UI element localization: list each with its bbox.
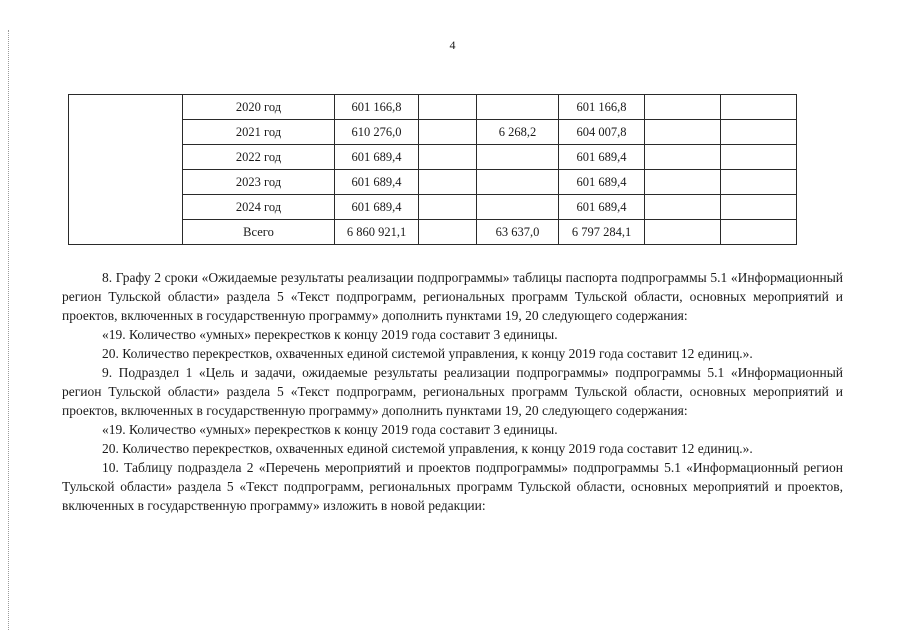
paragraph-item-19: «19. Количество «умных» перекрестков к концу 2019 года составит 3 единицы. xyxy=(102,327,558,342)
cell-total: 601 166,8 xyxy=(335,95,419,120)
paragraph-item-9: 9. Подраздел 1 «Цель и задачи, ожидаемые результаты реализации подпрограммы» подпрограммы 5.1 «Информационный регион Тульской области» раздела 5 «Текст подпрограмм, региональных программ Тульской области, основных мероприятий и проектов, включенных в государственную программу» дополнить пунктами 19, 20 следующего содержания: xyxy=(62,365,843,418)
cell-col4: 63 637,0 xyxy=(477,220,559,245)
cell-col3 xyxy=(419,170,477,195)
cell-total: 601 689,4 xyxy=(335,170,419,195)
cell-col3 xyxy=(419,145,477,170)
paragraph-item-8: 8. Графу 2 сроки «Ожидаемые результаты реализации подпрограммы» таблицы паспорта подпрограммы 5.1 «Информационный регион Тульской области» раздела 5 «Текст подпрограмм, региональных программ Тульской области, основных мероприятий и проектов, включенных в государственную программу» дополнить пунктами 19, 20 следующего содержания: xyxy=(62,270,843,323)
cell-col7 xyxy=(721,95,797,120)
cell-col3 xyxy=(419,220,477,245)
cell-col6 xyxy=(645,95,721,120)
cell-col7 xyxy=(721,195,797,220)
financing-table xyxy=(68,94,797,245)
cell-period: 2021 год xyxy=(183,120,335,145)
cell-col6 xyxy=(645,170,721,195)
cell-total: 610 276,0 xyxy=(335,120,419,145)
cell-col6 xyxy=(645,220,721,245)
cell-col3 xyxy=(419,95,477,120)
cell-col7 xyxy=(721,145,797,170)
cell-col6 xyxy=(645,195,721,220)
cell-col6 xyxy=(645,120,721,145)
cell-col4: 6 268,2 xyxy=(477,120,559,145)
cell-period: 2023 год xyxy=(183,170,335,195)
cell-col3 xyxy=(419,195,477,220)
cell-period: 2022 год xyxy=(183,145,335,170)
cell-col7 xyxy=(721,120,797,145)
cell-col4 xyxy=(477,195,559,220)
table-row xyxy=(69,95,797,120)
cell-total: 601 689,4 xyxy=(335,195,419,220)
cell-col4 xyxy=(477,95,559,120)
page-number: 4 xyxy=(449,38,456,52)
paragraph-item-19: «19. Количество «умных» перекрестков к концу 2019 года составит 3 единицы. xyxy=(102,422,558,437)
cell-col5: 601 689,4 xyxy=(559,145,645,170)
paragraph-item-10: 10. Таблицу подраздела 2 «Перечень мероприятий и проектов подпрограммы» подпрограммы 5.1 «Информационный регион Тульской области» раздела 5 «Текст подпрограмм, региональных программ Тульской области, основных мероприятий и проектов, включенных в государственную программу» изложить в новой редакции: xyxy=(62,460,843,513)
cell-period: Всего xyxy=(183,220,335,245)
cell-col5: 601 689,4 xyxy=(559,195,645,220)
cell-col3 xyxy=(419,120,477,145)
paragraph-item-20: 20. Количество перекрестков, охваченных единой системой управления, к концу 2019 года составит 12 единиц.». xyxy=(102,346,753,361)
cell-col5: 6 797 284,1 xyxy=(559,220,645,245)
cell-col5: 604 007,8 xyxy=(559,120,645,145)
cell-total: 6 860 921,1 xyxy=(335,220,419,245)
cell-total: 601 689,4 xyxy=(335,145,419,170)
body-text xyxy=(62,268,843,515)
cell-col4 xyxy=(477,145,559,170)
cell-col5: 601 166,8 xyxy=(559,95,645,120)
cell-col6 xyxy=(645,145,721,170)
merged-left-cell xyxy=(69,95,183,245)
cell-col4 xyxy=(477,170,559,195)
paragraph-item-20: 20. Количество перекрестков, охваченных единой системой управления, к концу 2019 года составит 12 единиц.». xyxy=(102,441,753,456)
cell-col5: 601 689,4 xyxy=(559,170,645,195)
cell-col7 xyxy=(721,220,797,245)
cell-period: 2020 год xyxy=(183,95,335,120)
cell-period: 2024 год xyxy=(183,195,335,220)
cell-col7 xyxy=(721,170,797,195)
scan-margin-line xyxy=(8,30,9,630)
